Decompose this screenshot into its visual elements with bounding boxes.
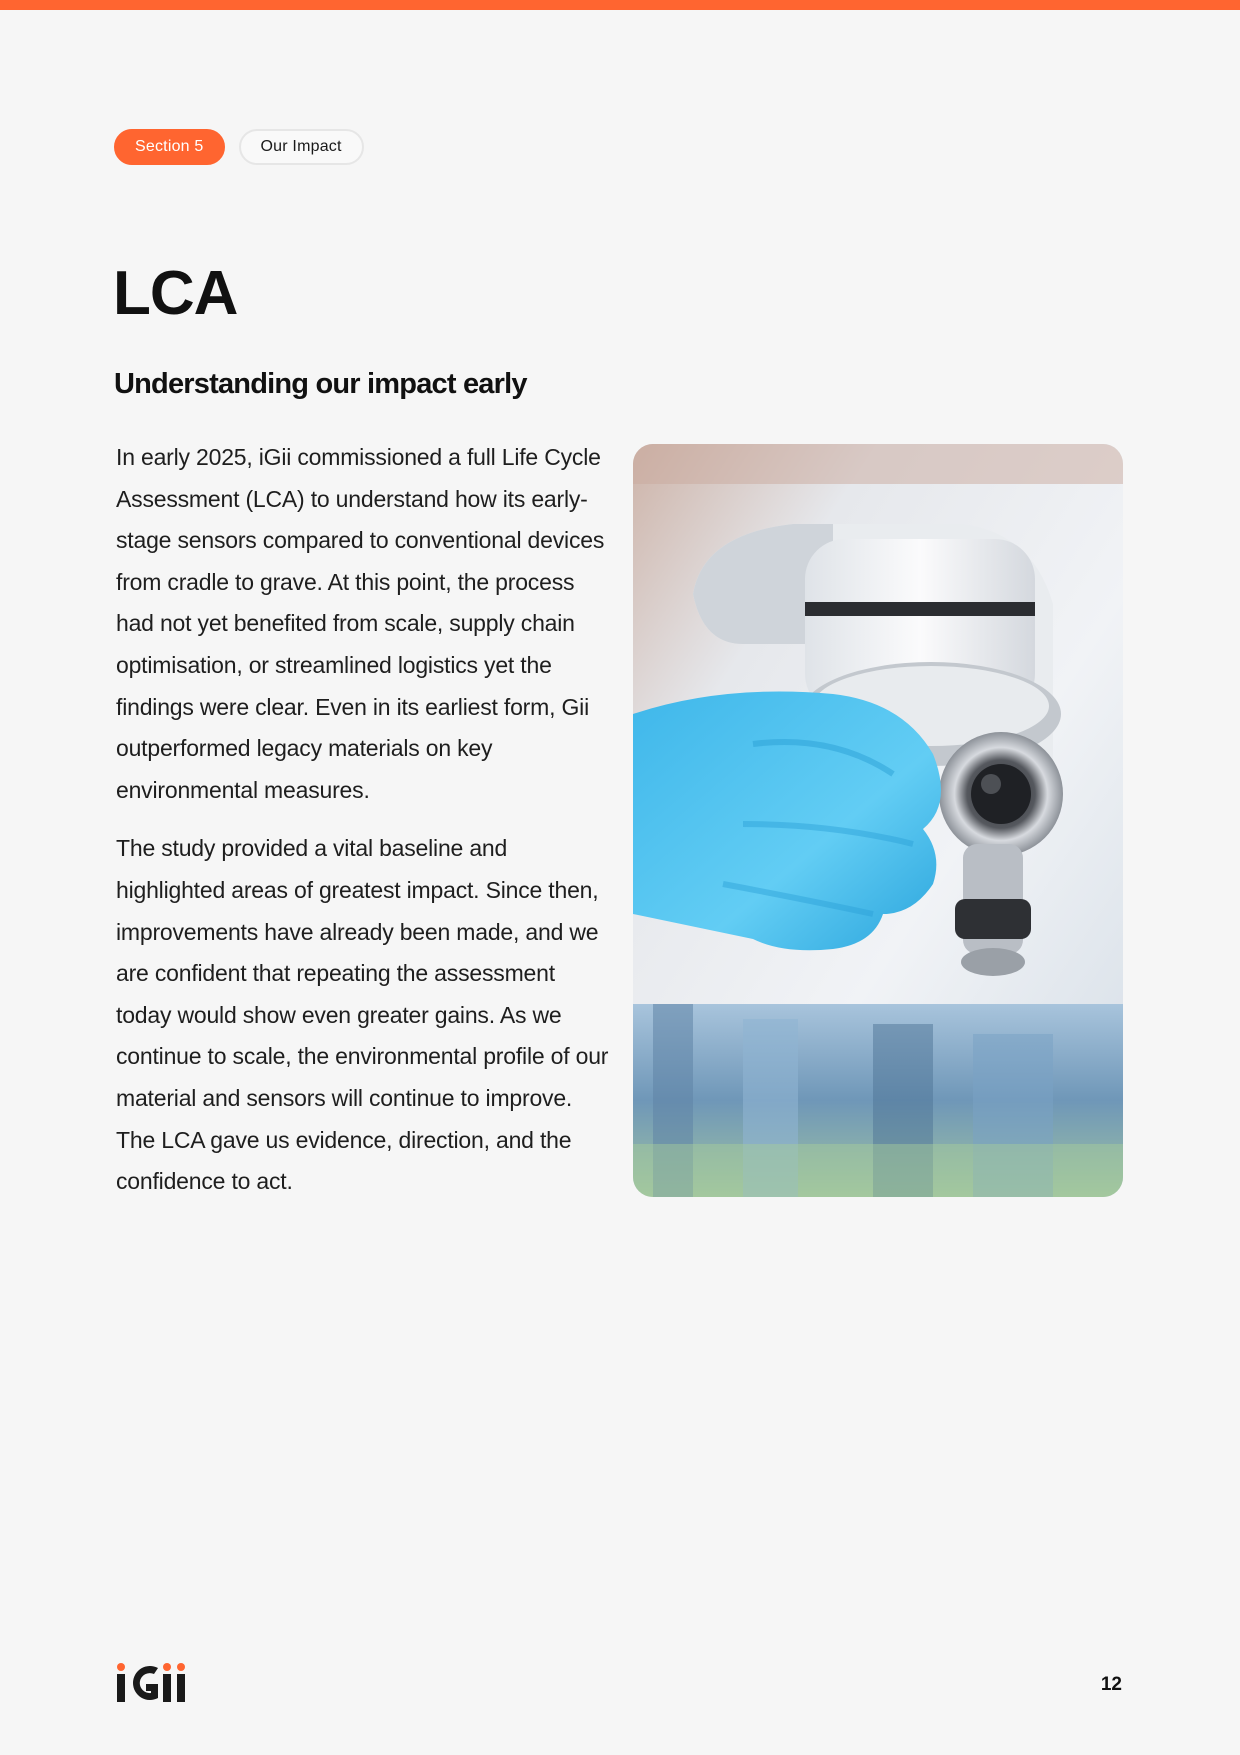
- microscope-photo: [633, 444, 1123, 1197]
- page-title: LCA: [113, 259, 238, 328]
- body-text: [116, 437, 616, 1220]
- igii-logo: [116, 1662, 188, 1704]
- paragraph-1: In early 2025, iGii commissioned a full Life Cycle Assessment (LCA) to understand how its early-stage sensors compared to conventional devices from cradle to grave. At this point, the process had not yet benefited from scale, supply chain optimisation, or streamlined logistics yet the findings were clear. Even in its earliest form, Gii outperformed legacy materials on key environmental measures.: [116, 444, 605, 803]
- page-subtitle: Understanding our impact early: [114, 368, 527, 400]
- section-tags: [114, 129, 364, 165]
- top-accent-bar: [0, 0, 1240, 10]
- paragraph-2: The study provided a vital baseline and highlighted areas of greatest impact. Since then, improvements have already been made, and we are confident that repeating the assessment today would show even greater gains. As we continue to scale, the environmental profile of our material and sensors will continue to improve. The LCA gave us evidence, direction, and the confidence to act.: [116, 835, 609, 1195]
- section-tag: Section 5: [114, 129, 225, 165]
- page-number: 12: [1100, 1674, 1122, 1695]
- topic-tag: Our Impact: [239, 129, 364, 165]
